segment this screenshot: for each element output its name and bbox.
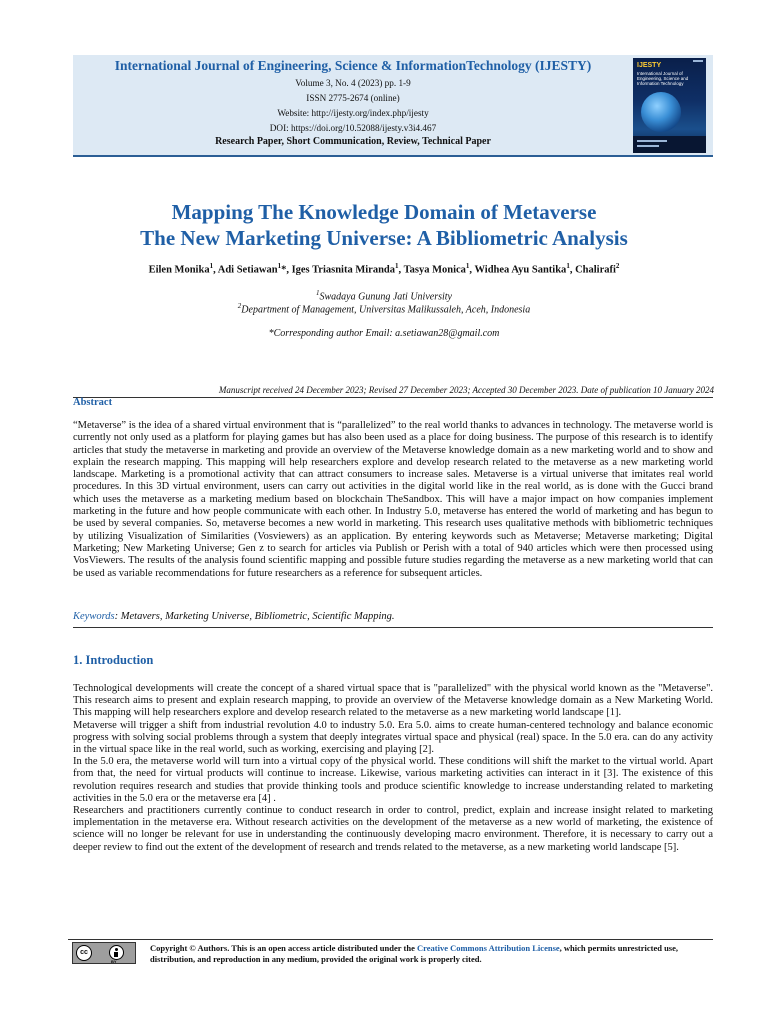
author-name: Chalirafi <box>575 264 616 276</box>
affiliation-text: Department of Management, Universitas Malikussaleh, Aceh, Indonesia <box>241 304 531 316</box>
affiliation-mark: 1 <box>316 289 320 297</box>
person-icon <box>109 945 124 960</box>
author-separator: *, <box>281 264 292 276</box>
cover-subtitle: International Journal of Engineering, Science and Information Technology <box>637 71 689 87</box>
journal-doi[interactable]: DOI: https://doi.org/10.52088/ijesty.v3i4.467 <box>269 123 437 133</box>
author-affiliation-mark: 1 <box>465 262 470 270</box>
affiliation-1 <box>40 289 728 302</box>
cover-acronym: IJESTY <box>637 62 662 69</box>
license-link[interactable]: Creative Commons Attribution License <box>416 943 560 953</box>
journal-issn: ISSN 2775-2674 (online) <box>306 93 400 103</box>
author-separator: , <box>469 264 475 276</box>
abstract-text: “Metaverse” is the idea of a shared virtual environment that is “parallelized” to the real world thanks to advances in technology. The metaverse world is currently not only used as a platform for playing games but has also been used as a place for doing business. The purpose of this research is to identify articles that study the metaverse in marketing and provide an overview of the Metaverse knowledge domain as a new marketing world and to show and explain the research mapping. This mapping will help researchers explore and develop research related to the metaverse as a new marketing world landscape. Marketing is a promotional activity that can attract consumers to increase sales. Metaverse is a virtual universe that imitates real world procedures. In this 3D virtual environment, users can carry out activities in the digital world like in the real world, as is done with the Gucci brand which uses the metaverse as a marketing medium based on blockchain TheSandbox. This will have a major impact on how companies implement marketing in the future and how people communicate with each other. In Industry 5.0, metaverse has entered the world of marketing and has begun to be used by several companies. So, metaverse becomes a new world in marketing. This research uses qualitative methods with bibliometric techniques by utilizing Visualization of Similarities (Vosviewers) as an application. By entering keywords such as Metaverse; Metaverse marketing; Digital Marketing; New Marketing Universe; Gen z to search for articles via Publish or Perish with a total of 940 articles which were then processed using VosViewers. The results of the analysis found scientific mapping and possible future studies regarding the metaverse as a new marketing world that can be used as variable recommendations for future researchers as a reference for subsequent articles. <box>73 420 713 579</box>
journal-website[interactable]: Website: http://ijesty.org/index.php/ijesty <box>277 108 429 118</box>
cc-by-license-badge[interactable] <box>72 942 136 964</box>
journal-title: International Journal of Engineering, Science & InformationTechnology (IJESTY) <box>114 58 592 73</box>
abstract-top-rule <box>73 397 713 398</box>
author-name: Tasya Monica <box>403 264 466 276</box>
affiliation-mark: 2 <box>237 302 242 310</box>
cover-bottom-band <box>633 136 706 153</box>
author-separator: , <box>398 264 404 276</box>
author-name: Adi Setiawan <box>217 264 278 276</box>
author-separator: , <box>213 264 218 276</box>
keywords-label: Keywords <box>73 611 115 622</box>
paragraph: Technological developments will create the concept of a shared virtual space that is "parallelized" with the physical world known as the "Metaverse". This research aims to present and explain research mapping, to provide an overview of the Metaverse knowledge domain as a New Marketing World. This mapping will help researchers explore and develop research related to the metaverse as a new marketing world landscape [1]. <box>73 683 713 719</box>
keywords-text: : Metavers, Marketing Universe, Bibliometric, Scientific Mapping. <box>114 611 395 622</box>
paper-title-line2: The New Marketing Universe: A Bibliometric Analysis <box>140 226 628 250</box>
keywords-bottom-rule <box>73 627 713 628</box>
abstract-heading: Abstract <box>73 397 113 408</box>
paper-title-line1: Mapping The Knowledge Domain of Metaverse <box>171 200 597 224</box>
copyright-text: Copyright © Authors. This is an open access article distributed under the <box>150 943 417 953</box>
journal-volume: Volume 3, No. 4 (2023) pp. 1-9 <box>295 78 411 88</box>
author-affiliation-mark: 1 <box>277 262 282 270</box>
cover-globe-graphic <box>641 92 681 132</box>
corresponding-author[interactable]: *Corresponding author Email: a.setiawan28@gmail.com <box>268 328 500 339</box>
author-affiliation-mark: 1 <box>209 262 214 270</box>
affiliation-2 <box>40 302 728 315</box>
author-affiliation-mark: 2 <box>615 262 620 270</box>
author-name: Eilen Monika <box>148 264 210 276</box>
footer-divider <box>68 939 713 940</box>
copyright-text: , which permits unrestricted use, distribution, and reproduction in any medium, provided the original work is properly cited. <box>150 943 679 964</box>
author-affiliation-mark: 1 <box>395 262 399 270</box>
author-name: Widhea Ayu Santika <box>474 264 567 276</box>
introduction-body <box>73 683 713 854</box>
paragraph: Metaverse will trigger a shift from industrial revolution 4.0 to industry 5.0. Era 5.0. aims to create human-centered technology and balance economic progress with solving social problems through a system that deeply integrates virtual space and physical (real) space. In the 5.0 era. can do any activity in the virtual space like in the real world, such as working, exercising and playing [2]. <box>73 719 713 756</box>
author-list <box>40 262 728 276</box>
affiliation-text: Swadaya Gunung Jati University <box>319 291 452 303</box>
paper-types: Research Paper, Short Communication, Review, Technical Paper <box>215 136 491 147</box>
paragraph: Researchers and practitioners currently continue to conduct research in order to control, predict, explain and increase insight related to marketing implementation in the metaverse era. Without research activities on the development of the metaverse as a new world of marketing, the existence of science will no longer be relevant for use in understanding the continuously developing macro environment. Therefore, it is necessary to carry out a deeper review to find out the extent of the development of research and trends related to the metaverse, as a new marketing world landscape [5]. <box>73 805 713 853</box>
section-heading-introduction: 1. Introduction <box>73 653 154 667</box>
manuscript-dates: Manuscript received 24 December 2023; Revised 27 December 2023; Accepted 30 December 2023. Date of publication 10 January 2024 <box>218 385 714 395</box>
by-label: BY <box>111 959 117 964</box>
header-divider <box>73 155 713 157</box>
cover-decoration <box>693 60 703 62</box>
keywords-line <box>73 611 713 622</box>
copyright-notice <box>150 943 715 965</box>
author-name: Iges Triasnita Miranda <box>291 264 396 276</box>
paragraph: In the 5.0 era, the metaverse world will turn into a virtual copy of the physical world. These conditions will shift the market to the virtual world. Apart from that, the need for virtual products will continue to increase. Likewise, various marketing activities can interact in it [3]. The existence of this revolution requires research and studies that provide thinking tools and produce scientific knowledge to increase understanding related to marketing activities in the 5.0 era or the metaverse era [4] . <box>73 756 713 804</box>
cc-icon: cc <box>76 945 92 961</box>
journal-cover-image <box>633 58 706 153</box>
author-affiliation-mark: 1 <box>566 262 570 270</box>
author-separator: , <box>569 264 576 276</box>
